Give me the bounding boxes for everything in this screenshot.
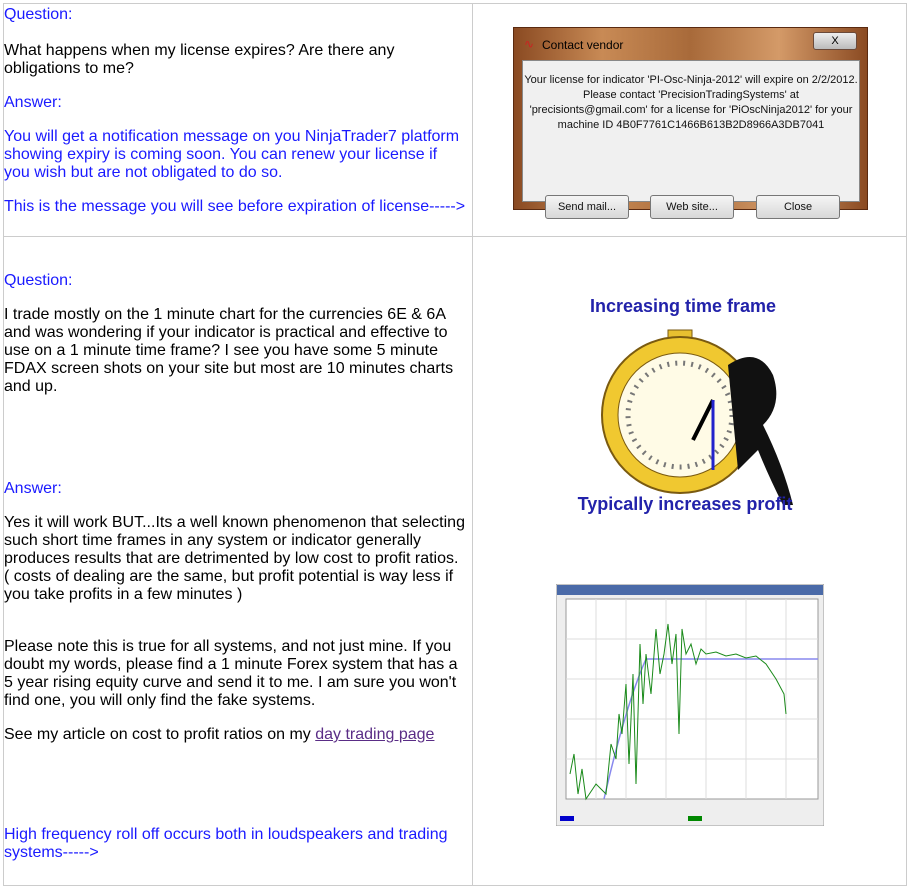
dialog-close-icon: X: [813, 32, 857, 50]
question-text: What happens when my license expires? Are there any obligations to me?: [4, 42, 395, 77]
answer-label: Answer:: [4, 94, 62, 111]
app-logo-icon: ∿: [524, 37, 535, 51]
day-trading-page-link[interactable]: day trading page: [315, 726, 435, 743]
send-mail-button: Send mail...: [545, 195, 629, 219]
answer-text: Yes it will work BUT...Its a well known phenomenon that selecting such short time frames in any system or indicator generally produces results that are detrimented by low cost to profit ratios. ( costs of dealing are the same, but profit potential is way less if you take profits in a few minutes ): [4, 514, 465, 603]
note-text: High frequency roll off occurs both in loudspeakers and trading systems----->: [4, 826, 448, 861]
frequency-response-chart-image: [556, 584, 824, 826]
contact-vendor-dialog-image: [513, 27, 868, 213]
answer-text-2: Please note this is true for all systems, and not just mine. If you doubt my words, please find a 1 minute Forex system that has a 5 year rising equity curve and send it to me. I am sure you won't find one, you will only find the fake systems.: [4, 638, 458, 709]
note-text: This is the message you will see before expiration of license----->: [4, 198, 466, 215]
dialog-message: Your license for indicator 'PI-Osc-Ninja-2012' will expire on 2/2/2012. Please contact 'PrecisionTradingSystems' at 'precisionts@gmail.com' for a license for 'PiOscNinja2012' for your machine ID 4B0F7761C1466B613B2D8966A3DB7041: [524, 74, 858, 131]
answer-text: You will get a notification message on you NinjaTrader7 platform showing expiry is coming soon. You can renew your license if you wish but are not obligated to do so.: [4, 128, 460, 181]
question-label: Question:: [4, 272, 73, 289]
answer-label: Answer:: [4, 480, 62, 497]
question-text: I trade mostly on the 1 minute chart for the currencies 6E & 6A and was wondering if your indicator is practical and effective to use on a 1 minute time frame? I see you have some 5 minute FDAX screen shots on your site but most are 10 minutes charts and up.: [4, 306, 454, 395]
stopwatch-image: [568, 290, 808, 520]
clock-caption-top: Increasing time frame: [589, 296, 777, 316]
close-button: Close: [756, 195, 840, 219]
faq-2-text: [4, 237, 473, 886]
article-prefix: See my article on cost to profit ratios on my: [4, 726, 316, 743]
web-site-button: Web site...: [650, 195, 734, 219]
dialog-title: Contact vendor: [542, 38, 624, 52]
faq-1-text: [4, 4, 473, 237]
question-label: Question:: [4, 6, 73, 23]
clock-caption-bottom: Typically increases profit: [577, 494, 793, 514]
